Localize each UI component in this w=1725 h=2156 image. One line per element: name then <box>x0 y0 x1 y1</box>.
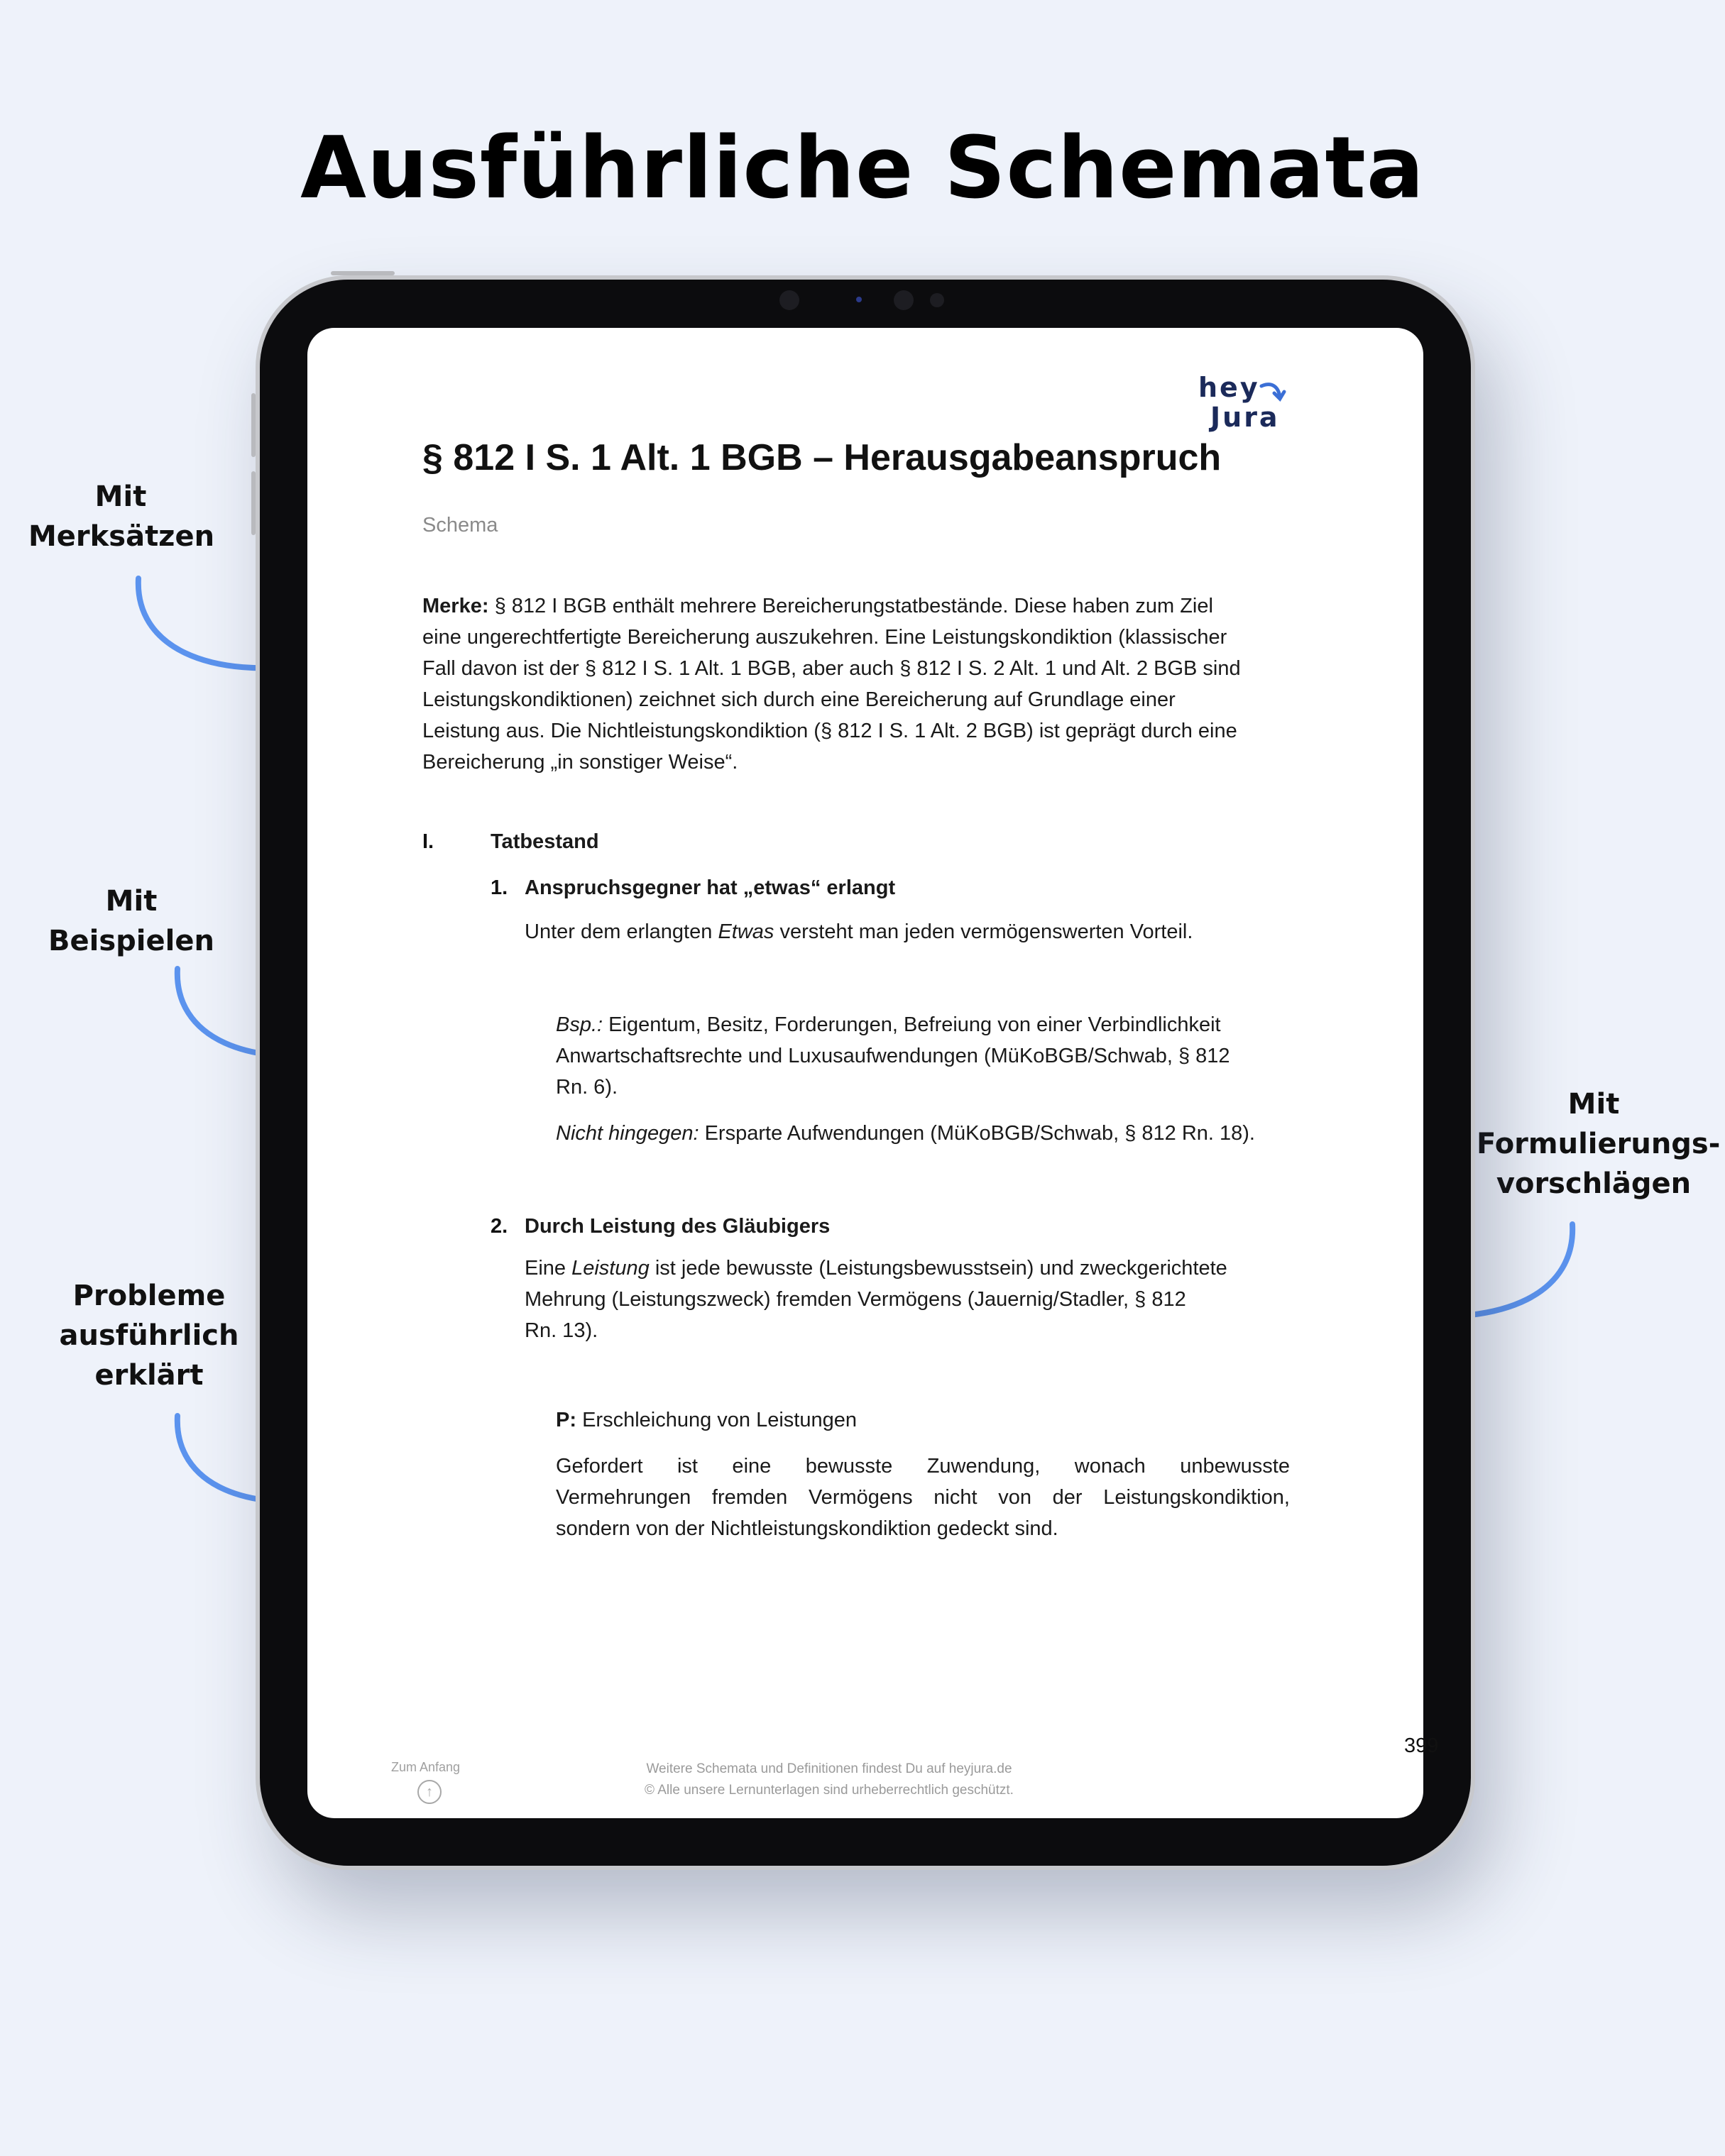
volume-button[interactable] <box>251 471 256 535</box>
merke-line: Fall davon ist der § 812 I S. 1 Alt. 1 BGB, aber auch § 812 I S. 2 Alt. 1 und Alt. 2 BGB sind <box>422 657 1241 680</box>
arrow-up-icon[interactable]: ↑ <box>417 1780 442 1804</box>
document-screen[interactable] <box>307 328 1439 1818</box>
item-definition <box>525 916 1290 947</box>
power-button[interactable] <box>331 271 395 275</box>
merke-label: Merke: <box>422 595 489 617</box>
annotation-probleme <box>53 1276 245 1395</box>
merke-paragraph <box>422 590 1290 778</box>
heyjura-logo: hey <box>1198 372 1260 403</box>
annotation-line: Merksätzen <box>28 520 215 553</box>
problem-heading: Erschleichung von Leistungen <box>582 1409 857 1431</box>
sensor-icon <box>930 293 944 307</box>
example-line: Rn. 6). <box>556 1076 618 1099</box>
merke-line: § 812 I BGB enthält mehrere Bereicherungstatbestände. Diese haben zum Ziel <box>494 595 1213 617</box>
camera-icon <box>894 290 914 310</box>
problem-line: Vermehrungen fremden Vermögens nicht von der Leistungskondiktion, <box>556 1486 1290 1509</box>
annotation-line: erklärt <box>94 1359 204 1392</box>
item-number: 2. <box>491 1215 508 1238</box>
merke-line: Leistung aus. Die Nichtleistungskondiktion (§ 812 I S. 1 Alt. 2 BGB) ist geprägt durch eine <box>422 720 1237 742</box>
annotation-line: Beispielen <box>48 925 214 957</box>
merke-line: Leistungskondiktionen) zeichnet sich durch eine Bereicherung auf Grundlage einer <box>422 688 1176 711</box>
example-label: Bsp.: <box>556 1013 603 1036</box>
annotation-line: Formulierungs- <box>1477 1128 1721 1160</box>
problem-line: sondern von der Nichtleistungskondiktion gedeckt sind. <box>556 1517 1058 1540</box>
counter-example-label: Nicht hingegen: <box>556 1122 699 1145</box>
annotation-line: Mit <box>94 480 147 513</box>
annotation-line: Mit <box>1567 1088 1620 1121</box>
volume-button[interactable] <box>251 393 256 457</box>
merke-line: eine ungerechtfertigte Bereicherung auszukehren. Eine Leistungskondiktion (klassischer <box>422 626 1227 649</box>
footer-copyright: © Alle unsere Lernunterlagen sind urheberrechtlich geschützt. <box>645 1783 1014 1798</box>
annotation-line: Mit <box>105 885 158 918</box>
text-italic: Etwas <box>718 920 774 943</box>
annotation-beispiele <box>39 881 224 961</box>
example-block <box>556 1009 1290 1103</box>
problem-paragraph <box>556 1451 1290 1544</box>
page-number: 399 <box>1404 1734 1439 1757</box>
footer-line: Weitere Schemata und Definitionen findest Du auf heyjura.de <box>646 1761 1012 1776</box>
back-to-top-label[interactable]: Zum Anfang <box>391 1760 461 1774</box>
tablet-frame <box>256 275 1475 1870</box>
merke-line: Bereicherung „in sonstiger Weise“. <box>422 751 738 774</box>
text: versteht man jeden vermögenswerten Vorteil. <box>779 920 1193 943</box>
problem-line: Gefordert ist eine bewusste Zuwendung, wonach unbewusste <box>556 1455 1290 1478</box>
text: Unter dem erlangten <box>525 920 713 943</box>
heyjura-logo-text: Jura <box>1210 402 1280 433</box>
annotation-formulierung <box>1477 1084 1721 1204</box>
text: ist jede bewusste (Leistungsbewusstsein) und zweckgerichtete <box>655 1257 1227 1280</box>
annotation-line: ausführlich <box>59 1319 239 1352</box>
section-number: I. <box>422 830 434 853</box>
example-line: Anwartschaftsrechte und Luxusaufwendungen (MüKoBGB/Schwab, § 812 <box>556 1045 1230 1067</box>
annotation-merksaetze <box>28 477 213 556</box>
document-subtitle: Schema <box>422 514 498 537</box>
item-definition <box>525 1253 1290 1346</box>
annotation-line: vorschlägen <box>1496 1167 1692 1200</box>
camera-icon <box>779 290 799 310</box>
document-title: § 812 I S. 1 Alt. 1 BGB – Herausgabeanspruch <box>422 437 1222 478</box>
sensor-icon <box>856 297 862 302</box>
definition-line: Rn. 13). <box>525 1319 598 1342</box>
example-line: Eigentum, Besitz, Forderungen, Befreiung von einer Verbindlichkeit <box>608 1013 1221 1036</box>
problem-label: P: <box>556 1409 576 1431</box>
definition-line: Mehrung (Leistungszweck) fremden Vermögens (Jauernig/Stadler, § 812 <box>525 1288 1186 1311</box>
annotation-line: Probleme <box>72 1280 226 1312</box>
page-headline: Ausführliche Schemata <box>300 119 1425 218</box>
counter-example <box>556 1118 1290 1149</box>
section-title: Tatbestand <box>491 830 599 853</box>
problem-title <box>556 1404 1290 1436</box>
item-title: Durch Leistung des Gläubigers <box>525 1215 831 1238</box>
text-italic: Leistung <box>571 1257 650 1280</box>
counter-example-text: Ersparte Aufwendungen (MüKoBGB/Schwab, § 812 Rn. 18). <box>704 1122 1255 1145</box>
item-title: Anspruchsgegner hat „etwas“ erlangt <box>525 876 896 899</box>
text: Eine <box>525 1257 566 1280</box>
item-number: 1. <box>491 876 508 899</box>
